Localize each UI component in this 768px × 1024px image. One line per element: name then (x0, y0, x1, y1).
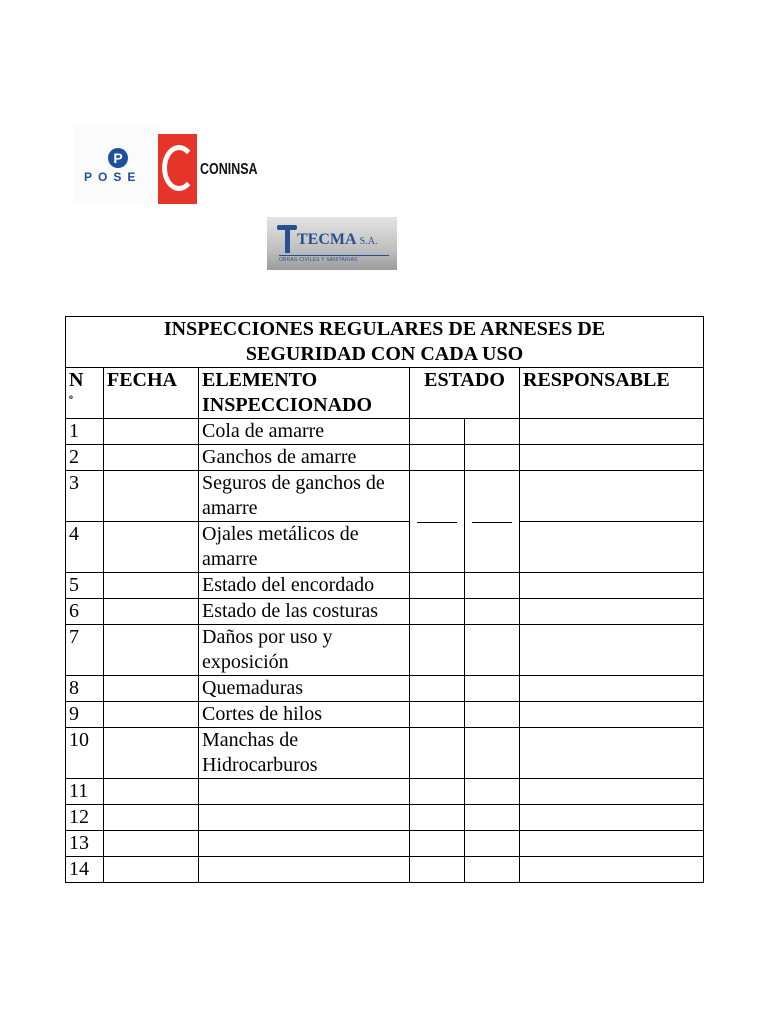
row-number: 5 (66, 573, 104, 599)
row-number: 4 (66, 522, 104, 573)
row-number: 3 (66, 471, 104, 522)
row-fecha-cell[interactable] (104, 573, 199, 599)
row-responsable-cell[interactable] (520, 599, 704, 625)
header-num-sup: º (69, 393, 73, 407)
inspection-table (65, 316, 704, 883)
row-number: 14 (66, 857, 104, 883)
row-responsable-cell[interactable] (520, 419, 704, 445)
row-number: 1 (66, 419, 104, 445)
row-responsable-cell[interactable] (520, 522, 704, 573)
table-title-line1: INSPECCIONES REGULARES DE ARNESES DE (163, 318, 606, 340)
row-responsable-cell[interactable] (520, 857, 704, 883)
row-estado-cell-a[interactable] (410, 599, 465, 625)
estado-line-mark (472, 522, 512, 523)
row-number: 11 (66, 779, 104, 805)
row-estado-cell-a[interactable] (410, 573, 465, 599)
row-fecha-cell[interactable] (104, 779, 199, 805)
row-estado-cell-a[interactable] (410, 445, 465, 471)
header-elemento (199, 368, 410, 419)
row-estado-cell-a[interactable] (410, 728, 465, 779)
row-elemento: Seguros de ganchos de amarre (199, 471, 410, 522)
row-fecha-cell[interactable] (104, 831, 199, 857)
tecma-suffix: S.A. (359, 236, 378, 247)
header-num-main: N (69, 369, 84, 391)
row-estado-cell-b[interactable] (465, 831, 520, 857)
row-elemento: Manchas de Hidrocarburos (199, 728, 410, 779)
row-responsable-cell[interactable] (520, 625, 704, 676)
row-elemento[interactable] (199, 805, 410, 831)
table-row (66, 779, 704, 805)
row-responsable-cell[interactable] (520, 471, 704, 522)
row-elemento: Daños por uso y exposición (199, 625, 410, 676)
row-fecha-cell[interactable] (104, 599, 199, 625)
row-estado-cell-a[interactable] (410, 805, 465, 831)
table-row (66, 728, 704, 779)
row-responsable-cell[interactable] (520, 445, 704, 471)
tecma-logo (267, 217, 397, 270)
row-estado-cell-b[interactable] (465, 419, 520, 445)
row-elemento: Cola de amarre (199, 419, 410, 445)
row-responsable-cell[interactable] (520, 831, 704, 857)
row-fecha-cell[interactable] (104, 728, 199, 779)
row-elemento: Estado del encordado (199, 573, 410, 599)
row-estado-cell-b[interactable] (465, 676, 520, 702)
row-estado-cell-a[interactable] (410, 831, 465, 857)
row-estado-cell-b[interactable] (465, 522, 520, 573)
row-responsable-cell[interactable] (520, 779, 704, 805)
pose-logo-text: POSE (84, 170, 142, 184)
row-responsable-cell[interactable] (520, 676, 704, 702)
header-elemento-line1: ELEMENTO (202, 369, 318, 391)
row-elemento[interactable] (199, 857, 410, 883)
tecma-t-stem-icon (285, 227, 290, 253)
row-fecha-cell[interactable] (104, 702, 199, 728)
table-row (66, 831, 704, 857)
row-fecha-cell[interactable] (104, 471, 199, 522)
table-row (66, 676, 704, 702)
table-row (66, 857, 704, 883)
row-fecha-cell[interactable] (104, 445, 199, 471)
row-elemento: Quemaduras (199, 676, 410, 702)
row-estado-cell-a[interactable] (410, 625, 465, 676)
row-elemento: Ojales metálicos de amarre (199, 522, 410, 573)
row-number: 6 (66, 599, 104, 625)
row-fecha-cell[interactable] (104, 522, 199, 573)
table-title-row (66, 317, 704, 368)
row-estado-cell-a[interactable] (410, 676, 465, 702)
row-number: 9 (66, 702, 104, 728)
table-row (66, 805, 704, 831)
row-estado-cell-b[interactable] (465, 625, 520, 676)
row-fecha-cell[interactable] (104, 857, 199, 883)
row-estado-cell-b[interactable] (465, 857, 520, 883)
row-estado-cell-b[interactable] (465, 471, 520, 522)
row-estado-cell-b[interactable] (465, 445, 520, 471)
row-elemento: Cortes de hilos (199, 702, 410, 728)
row-estado-cell-b[interactable] (465, 599, 520, 625)
row-fecha-cell[interactable] (104, 419, 199, 445)
header-fecha: FECHA (104, 368, 199, 419)
row-fecha-cell[interactable] (104, 676, 199, 702)
tecma-tagline: OBRAS CIVILES Y SANITARIAS (279, 255, 389, 263)
row-estado-cell-a[interactable] (410, 522, 465, 573)
table-row (66, 573, 704, 599)
row-elemento[interactable] (199, 831, 410, 857)
row-elemento: Ganchos de amarre (199, 445, 410, 471)
table-title (66, 317, 704, 368)
pose-logo-mark: P (108, 148, 128, 168)
row-number: 10 (66, 728, 104, 779)
row-estado-cell-b[interactable] (465, 779, 520, 805)
tecma-name: TECMA (297, 231, 356, 248)
header-responsable: RESPONSABLE (520, 368, 704, 419)
table-row (66, 702, 704, 728)
table-header-row (66, 368, 704, 419)
row-responsable-cell[interactable] (520, 805, 704, 831)
coninsa-logo-text: CONINSA (200, 161, 258, 178)
row-estado-cell-a[interactable] (410, 857, 465, 883)
coninsa-c-icon (162, 145, 196, 191)
table-row (66, 599, 704, 625)
table-row (66, 471, 704, 522)
row-elemento[interactable] (199, 779, 410, 805)
row-estado-cell-a[interactable] (410, 702, 465, 728)
tecma-logo-text (297, 231, 377, 249)
row-fecha-cell[interactable] (104, 805, 199, 831)
table-title-line2: SEGURIDAD CON CADA USO (245, 343, 524, 365)
row-estado-cell-a[interactable] (410, 471, 465, 522)
header-estado: ESTADO (410, 368, 520, 419)
row-estado-cell-a[interactable] (410, 419, 465, 445)
row-number: 2 (66, 445, 104, 471)
row-responsable-cell[interactable] (520, 573, 704, 599)
table-row (66, 625, 704, 676)
row-number: 13 (66, 831, 104, 857)
coninsa-logo-mark (158, 134, 197, 204)
row-number: 7 (66, 625, 104, 676)
row-fecha-cell[interactable] (104, 625, 199, 676)
row-estado-cell-b[interactable] (465, 805, 520, 831)
row-estado-cell-b[interactable] (465, 728, 520, 779)
table-row (66, 445, 704, 471)
row-estado-cell-a[interactable] (410, 779, 465, 805)
pose-logo (74, 124, 158, 204)
row-responsable-cell[interactable] (520, 728, 704, 779)
row-estado-cell-b[interactable] (465, 573, 520, 599)
row-elemento: Estado de las costuras (199, 599, 410, 625)
table-row (66, 522, 704, 573)
row-responsable-cell[interactable] (520, 702, 704, 728)
header-num (66, 368, 104, 419)
row-estado-cell-b[interactable] (465, 702, 520, 728)
row-number: 12 (66, 805, 104, 831)
table-row (66, 419, 704, 445)
estado-line-mark (417, 522, 457, 523)
row-number: 8 (66, 676, 104, 702)
header-elemento-line2: INSPECCIONADO (202, 394, 373, 416)
